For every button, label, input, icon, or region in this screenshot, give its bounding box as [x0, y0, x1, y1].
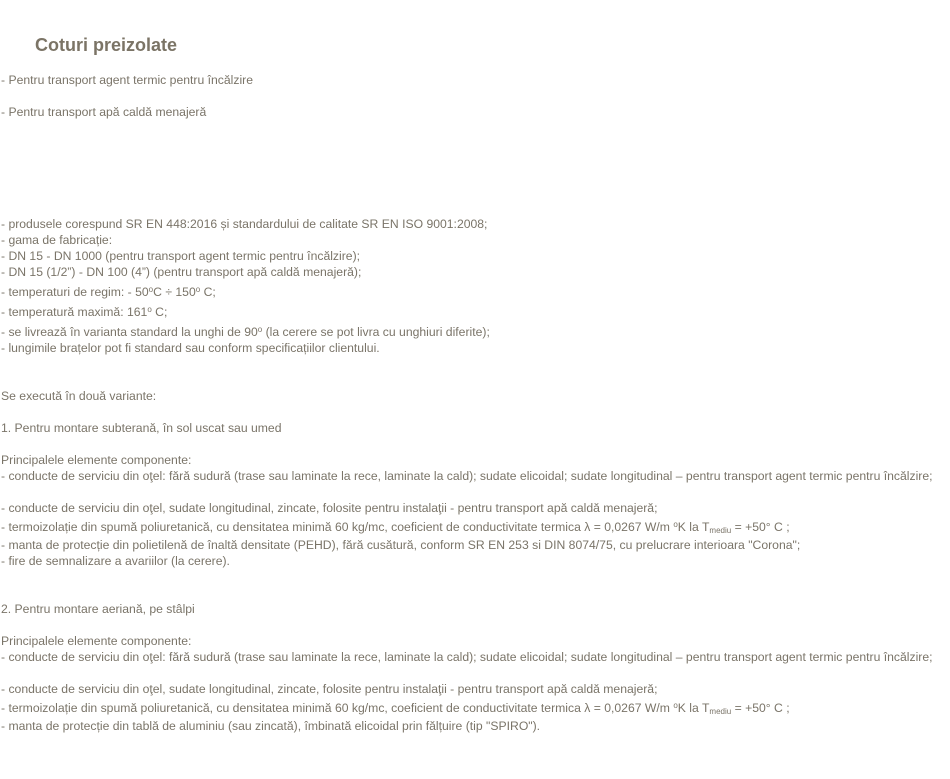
spec-angle: - se livrează în varianta standard la unghi de 90$^o$ (la cerere se pot livra cu unghiuri diferite); [1, 325, 490, 339]
intro-line-heating: - Pentru transport agent termic pentru încălzire [1, 73, 253, 87]
spec-range-hot-water: - DN 15 (1/2”) - DN 100 (4”) (pentru transport apă caldă menajeră); [1, 265, 362, 279]
variant2-components-label: Principalele elemente componente: [1, 634, 192, 648]
variant2-component-jacket: - manta de protecție din tablă de aluminiu (sau zincată), îmbinată elicoidal prin fălțuire (tip "SPIRO"). [1, 719, 541, 733]
spec-range-heating: - DN 15 - DN 1000 (pentru transport agent termic pentru încălzire); [1, 249, 361, 263]
spec-operating-temperature: - temperaturi de regim: - $50^oC \div 150^o$ C; [1, 285, 216, 299]
variant1-component-steel-pipes: - conducte de serviciu din oţel: fără sudură (trase sau laminate la rece, laminate la cald); sudate elicoidal; sudate longitudinal – pentru transport agent termic pentru încălzire; [1, 469, 933, 483]
variant1-heading: 1. Pentru montare subterană, în sol uscat sau umed [1, 421, 282, 435]
spec-standards: - produsele corespund SR EN 448:2016 și standardului de calitate SR EN ISO 9001:2008; [1, 217, 488, 231]
variant2-heading: 2. Pentru montare aeriană, pe stâlpi [1, 602, 195, 616]
spec-arm-length: - lungimile brațelor pot fi standard sau conform specificațiilor clientului. [1, 341, 380, 355]
spec-range-label: - gama de fabricație: [1, 233, 113, 247]
variant2-component-insulation: - termoizolație din spumă poliuretanică, cu densitatea minimă 60 kg/mc, coeficient de conductivitate termica λ = 0,0267 W/m $^o$K la $T_{mediu} = +50^\circ$ C ; [1, 701, 790, 716]
variant2-component-steel-pipes: - conducte de serviciu din oţel: fără sudură (trase sau laminate la rece, laminate la cald); sudate elicoidal; sudate longitudinal – pentru transport agent termic pentru încălzire; [1, 650, 933, 664]
variant2-component-galvanized-pipes: - conducte de serviciu din oţel, sudate longitudinal, zincate, folosite pentru instalaţii - pentru transport apă caldă menajeră; [1, 682, 658, 696]
variant1-component-galvanized-pipes: - conducte de serviciu din oţel, sudate longitudinal, zincate, folosite pentru instalaţii - pentru transport apă caldă menajeră; [1, 501, 658, 515]
variant1-component-alarm-wires: - fire de semnalizare a avariilor (la cerere). [1, 554, 230, 568]
variants-intro: Se execută în două variante: [1, 389, 157, 403]
variant1-components-label: Principalele elemente componente: [1, 453, 192, 467]
variant1-component-insulation: - termoizolație din spumă poliuretanică, cu densitatea minimă 60 kg/mc, coeficient de conductivitate termica λ = 0,0267 W/m $^o$K la $T_{mediu} = +50^\circ$ C ; [1, 520, 790, 535]
spec-max-temperature: - temperatură maximă: 161$^o$ C; [1, 305, 168, 319]
intro-line-hot-water: - Pentru transport apă caldă menajeră [1, 105, 207, 119]
page-title: Coturi preizolate [35, 35, 178, 55]
variant1-component-jacket: - manta de protecție din polietilenă de înaltă densitate (PEHD), fără cusătură, conform SR EN 253 si DIN 8074/75, cu prelucrare interioara "Corona"; [1, 538, 801, 552]
